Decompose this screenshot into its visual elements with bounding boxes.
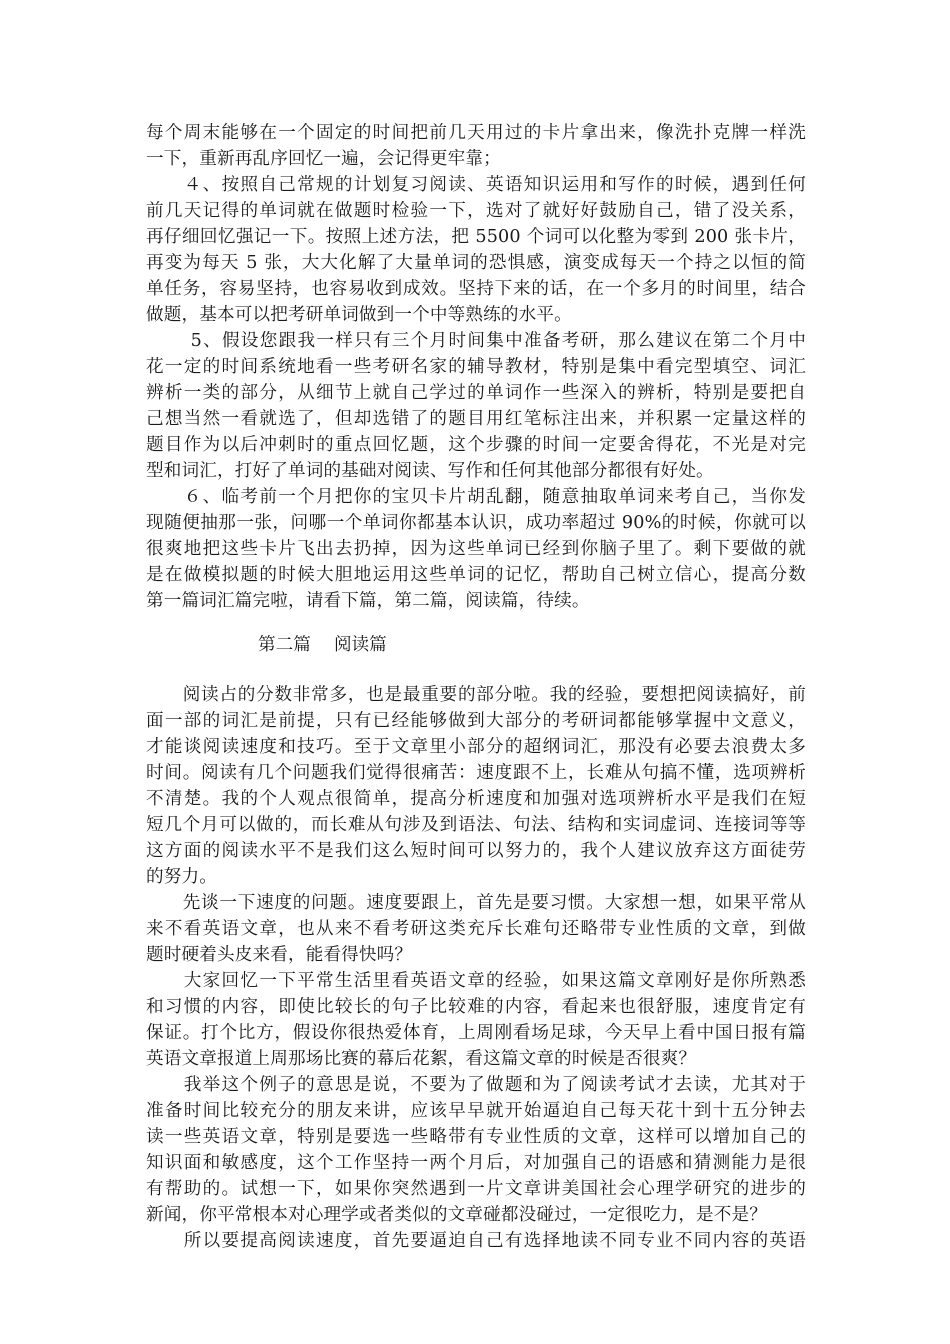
- text-line: 读一些英语文章，特别是要选一些略带有专业性质的文章，这样可以增加自己的: [146, 1127, 806, 1147]
- text-line: ４、按照自己常规的计划复习阅读、英语知识运用和写作的时候，遇到任何: [146, 175, 806, 195]
- text-line: 己想当然一看就选了，但却选错了的题目用红笔标注出来，并积累一定量这样的: [146, 409, 806, 429]
- text-line: 辨析一类的部分，从细节上就自己学过的单词作一些深入的辨析，特别是要把自: [146, 383, 806, 403]
- text-line: 来不看英语文章，也从来不看考研这类充斥长难句还略带专业性质的文章，到做: [146, 919, 806, 939]
- text-line: 每个周末能够在一个固定的时间把前几天用过的卡片拿出来，像洗扑克牌一样洗: [146, 123, 806, 143]
- text-line: 再变为每天 5 张，大大化解了大量单词的恐惧感，演变成每天一个持之以恒的简: [146, 253, 806, 273]
- section-vocabulary-tail: [146, 120, 806, 614]
- text-line: 阅读占的分数非常多，也是最重要的部分啦。我的经验，要想把阅读搞好，前: [146, 685, 806, 705]
- text-line: 我举这个例子的意思是说，不要为了做题和为了阅读考试才去读，尤其对于: [146, 1075, 806, 1095]
- text-line: 知识面和敏感度，这个工作坚持一两个月后，对加强自己的语感和猜测能力是很: [146, 1153, 806, 1173]
- text-line: 短几个月可以做的，而长难从句涉及到语法、句法、结构和实词虚词、连接词等等: [146, 815, 806, 835]
- text-line: 先谈一下速度的问题。速度要跟上，首先是要习惯。大家想一想，如果平常从: [146, 893, 806, 913]
- text-line: 时间。阅读有几个问题我们觉得很痛苦：速度跟不上，长难从句搞不懂，选项辨析: [146, 763, 806, 783]
- text-line: 单任务，容易坚持，也容易收到成效。坚持下来的话，在一个多月的时间里，结合: [146, 279, 806, 299]
- text-line: 才能谈阅读速度和技巧。至于文章里小部分的超纲词汇，那没有必要去浪费太多: [146, 737, 806, 757]
- spacer: [146, 660, 806, 682]
- text-line: 所以要提高阅读速度，首先要逼迫自己有选择地读不同专业不同内容的英语: [146, 1231, 806, 1251]
- text-line: 前几天记得的单词就在做题时检验一下，选对了就好好鼓励自己，错了没关系，: [146, 201, 806, 221]
- text-line: 的努力。: [146, 867, 217, 887]
- section-reading-body: [146, 682, 806, 1254]
- text-line: 新闻，你平常根本对心理学或者类似的文章碰都没碰过，一定很吃力，是不是？: [146, 1205, 768, 1225]
- text-line: 保证。打个比方，假设你很热爱体育，上周刚看场足球，今天早上看中国日报有篇: [146, 1023, 806, 1043]
- text-line: 题目作为以后冲刺时的重点回忆题，这个步骤的时间一定要舍得花，不光是对完: [146, 435, 806, 455]
- text-line: 准备时间比较充分的朋友来讲，应该早早就开始逼迫自己每天花十到十五分钟去: [146, 1101, 806, 1121]
- document-page: [146, 120, 806, 1254]
- text-line: 花一定的时间系统地看一些考研名家的辅导教材，特别是集中看完型填空、词汇: [146, 357, 806, 377]
- text-line: 不清楚。我的个人观点很简单，提高分析速度和加强对选项辨析水平是我们在短: [146, 789, 806, 809]
- spacer: [146, 614, 806, 630]
- text-line: 英语文章报道上周那场比赛的幕后花絮，看这篇文章的时候是否很爽？: [146, 1049, 697, 1069]
- text-line: 这方面的阅读水平不是我们这么短时间可以努力的，我个人建议放弃这方面徒劳: [146, 841, 806, 861]
- text-line: 5、假设您跟我一样只有三个月时间集中准备考研，那么建议在第二个月中: [146, 331, 806, 351]
- text-line: 做题，基本可以把考研单词做到一个中等熟练的水平。: [146, 305, 572, 325]
- section-title-reading: 第二篇 阅读篇: [258, 635, 387, 655]
- text-line: 面一部的词汇是前提，只有已经能够做到大部分的考研词都能够掌握中文意义，: [146, 711, 806, 731]
- text-line: 是在做模拟题的时候大胆地运用这些单词的记忆，帮助自己树立信心，提高分数: [146, 565, 806, 585]
- text-line: 现随便抽那一张，问哪一个单词你都基本认识，成功率超过 90%的时候，你就可以: [146, 513, 806, 533]
- text-line: 题时硬着头皮来看，能看得快吗？: [146, 945, 413, 965]
- text-line: 型和词汇，打好了单词的基础对阅读、写作和任何其他部分都很有好处。: [146, 461, 714, 481]
- text-line: 第一篇词汇篇完啦，请看下篇，第二篇，阅读篇，待续。: [146, 591, 590, 611]
- text-line: 和习惯的内容，即使比较长的句子比较难的内容，看起来也很舒服，速度肯定有: [146, 997, 806, 1017]
- text-line: 有帮助的。试想一下，如果你突然遇到一片文章讲美国社会心理学研究的进步的: [146, 1179, 806, 1199]
- text-line: 大家回忆一下平常生活里看英语文章的经验，如果这篇文章刚好是你所熟悉: [146, 971, 806, 991]
- text-line: ６、临考前一个月把你的宝贝卡片胡乱翻，随意抽取单词来考自己，当你发: [146, 487, 806, 507]
- text-line: 很爽地把这些卡片飞出去扔掉，因为这些单词已经到你脑子里了。剩下要做的就: [146, 539, 806, 559]
- text-line: 一下，重新再乱序回忆一遍，会记得更牢靠；: [146, 149, 501, 169]
- text-line: 再仔细回忆强记一下。按照上述方法，把 5500 个词可以化整为零到 200 张卡片，: [146, 227, 806, 247]
